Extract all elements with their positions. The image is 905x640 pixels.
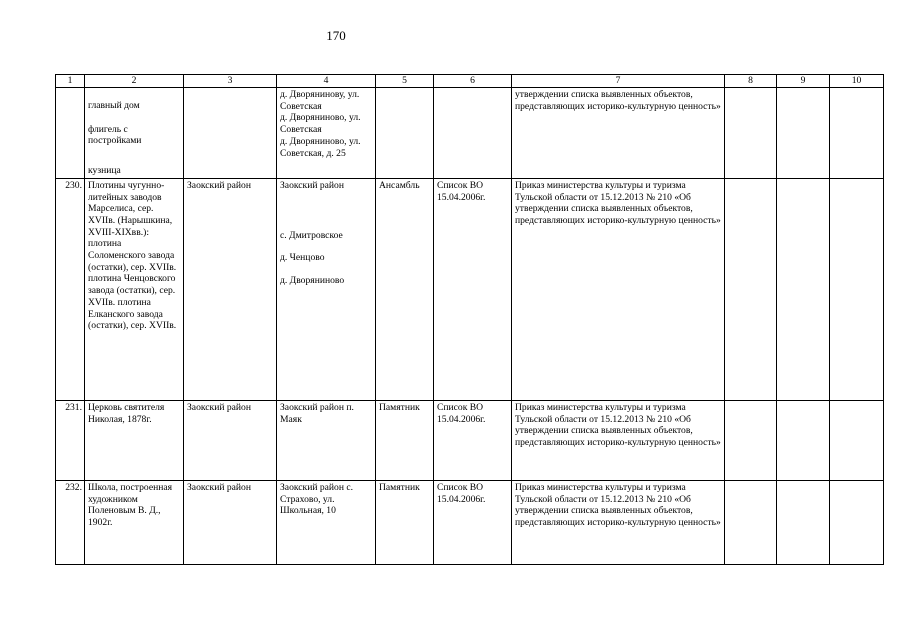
header-cell: 8 xyxy=(725,75,777,88)
heritage-table xyxy=(55,74,884,565)
district-cell: Заокский район xyxy=(184,178,277,400)
header-cell: 1 xyxy=(56,75,85,88)
name-cell: Церковь святителя Николая, 1878г. xyxy=(85,400,184,480)
header-cell: 4 xyxy=(277,75,376,88)
table-row xyxy=(56,178,884,400)
header-cell: 5 xyxy=(376,75,434,88)
list-cell xyxy=(434,88,512,179)
address-text: д. Дворяниново, ул. Советская xyxy=(280,112,361,136)
order-cell: Приказ министерства культуры и туризма Тульской области от 15.12.2013 № 210 «Об утверждении списка выявленных объектов, представляющих историко-культурную ценность» xyxy=(512,400,725,480)
list-cell: Список ВО 15.04.2006г. xyxy=(434,178,512,400)
address-text: с. Дмитровское xyxy=(280,229,343,241)
order-cell: утверждении списка выявленных объектов, представляющих историко-культурную ценность» xyxy=(512,88,725,179)
category-cell: Памятник xyxy=(376,400,434,480)
num-cell: 232. xyxy=(56,480,85,564)
address-text: д. Дворяниново, ул. Советская, д. 25 xyxy=(280,135,361,159)
table-row xyxy=(56,480,884,564)
num-cell xyxy=(56,88,85,179)
name-cell xyxy=(85,88,184,179)
address-text: д. Дворянинову, ул. Советская xyxy=(280,89,360,112)
district-cell xyxy=(184,88,277,179)
order-cell: Приказ министерства культуры и туризма Тульской области от 15.12.2013 № 210 «Об утверждении списка выявленных объектов, представляющих историко-культурную ценность» xyxy=(512,178,725,400)
list-cell: Список ВО 15.04.2006г. xyxy=(434,480,512,564)
num-cell: 231. xyxy=(56,400,85,480)
category-cell: Ансамбль xyxy=(376,178,434,400)
address-text: д. Ченцово xyxy=(280,252,325,264)
category-cell: Памятник xyxy=(376,480,434,564)
page-number: 170 xyxy=(326,28,346,43)
header-cell: 7 xyxy=(512,75,725,88)
address-cell xyxy=(277,178,376,400)
name-cell: Школа, построенная художником Поленовым В. Д., 1902г. xyxy=(85,480,184,564)
address-text: д. Дворяниново xyxy=(280,274,345,286)
address-cell: Заокский район п. Маяк xyxy=(277,400,376,480)
name-cell: Плотины чугунно-литейных заводов Марселиса, сер. XVIIв. (Нарышкина, XVIII-XIXвв.): плотина Соломенского завода (остатки), сер. XVIIв. плотина Ченцовского завода (остатки), сер. XVIIв. плотина Елканского завода (остатки), сер. XVIIв. xyxy=(85,178,184,400)
object-name: кузница xyxy=(88,165,121,177)
table-row xyxy=(56,88,884,179)
header-cell: 2 xyxy=(85,75,184,88)
num-cell: 230. xyxy=(56,178,85,400)
table-row xyxy=(56,400,884,480)
header-row xyxy=(56,75,884,88)
header-cell: 10 xyxy=(830,75,884,88)
object-name: главный дом xyxy=(88,100,140,111)
list-cell: Список ВО 15.04.2006г. xyxy=(434,400,512,480)
header-cell: 6 xyxy=(434,75,512,88)
order-cell: Приказ министерства культуры и туризма Тульской области от 15.12.2013 № 210 «Об утверждении списка выявленных объектов, представляющих историко-культурную ценность» xyxy=(512,480,725,564)
header-cell: 3 xyxy=(184,75,277,88)
object-name: флигель с постройками xyxy=(88,123,142,147)
address-cell: Заокский район с. Страхово, ул. Школьная, 10 xyxy=(277,480,376,564)
address-cell xyxy=(277,88,376,179)
category-cell xyxy=(376,88,434,179)
address-text: Заокский район xyxy=(280,179,344,191)
district-cell: Заокский район xyxy=(184,480,277,564)
header-cell: 9 xyxy=(777,75,830,88)
district-cell: Заокский район xyxy=(184,400,277,480)
